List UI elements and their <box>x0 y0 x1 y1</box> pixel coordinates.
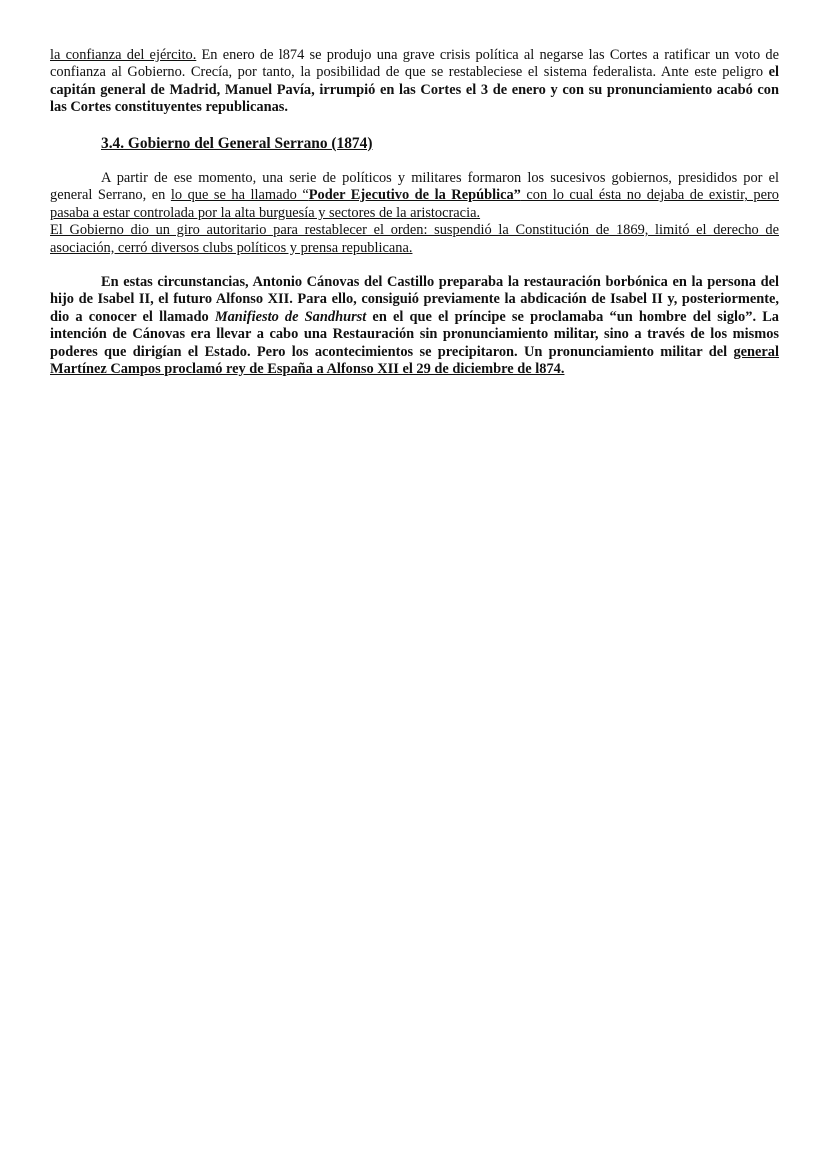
bold-underlined-text: Poder Ejecutivo de la República” <box>308 187 521 204</box>
underlined-text: la confianza del ejército. <box>50 47 197 63</box>
paragraph-pavia-coup <box>50 47 779 117</box>
bold-underlined-text: general Martínez Campos proclamó rey de España a Alfonso XII el 29 de diciembre de l874. <box>50 343 779 378</box>
underlined-text: El Gobierno dio un giro autoritario para restablecer el orden: suspendió la Constitución de 1869, limitó el derecho de asociación, cerró diversos clubs políticos y prensa republicana. <box>50 222 779 256</box>
body-text: En enero de l874 se produjo una grave crisis política al negarse las Cortes a ratificar un voto de confianza al Gobierno. Crecía, por tanto, la posibilidad de que se restableciese el sistema federalista. Ante este peligro <box>50 47 779 81</box>
document-page <box>50 47 779 379</box>
paragraph-serrano-government <box>50 170 779 222</box>
paragraph-authoritarian-turn <box>50 222 779 257</box>
bold-italic-text: Manifiesto de Sandhurst <box>214 308 367 325</box>
bold-text: en el que el príncipe se proclamaba “un hombre del siglo”. La intención de Cánovas era llevar a cabo una Restauración sin pronunciamiento militar, sino a través de los mismos poderes que dirigían el Estado. Pero los acontecimientos se precipitaron. Un pronunciamiento militar del <box>50 308 779 360</box>
underlined-text: lo que se ha llamado “ <box>170 187 309 204</box>
section-heading: 3.4. Gobierno del General Serrano (1874) <box>101 134 373 152</box>
bold-text: En estas circunstancias, Antonio Cánovas del Castillo preparaba la restauración borbónica en la persona del hijo de Isabel II, el futuro Alfonso XII. Para ello, consiguió previamente la abdicación de Isabel II y, posteriormente, dio a conocer el llamado <box>50 274 779 325</box>
bold-text: el capitán general de Madrid, Manuel Pavía, irrumpió en las Cortes el 3 de enero y con su pronunciamiento acabó con las Cortes constituyentes republicanas. <box>50 64 779 116</box>
body-text: A partir de ese momento, una serie de políticos y militares formaron los sucesivos gobiernos, presididos por el general Serrano, en <box>50 170 779 204</box>
paragraph-restoration <box>50 274 779 378</box>
underlined-text: con lo cual ésta no dejaba de existir, pero pasaba a estar controlada por la alta burguesía y sectores de la aristocracia. <box>50 187 779 221</box>
